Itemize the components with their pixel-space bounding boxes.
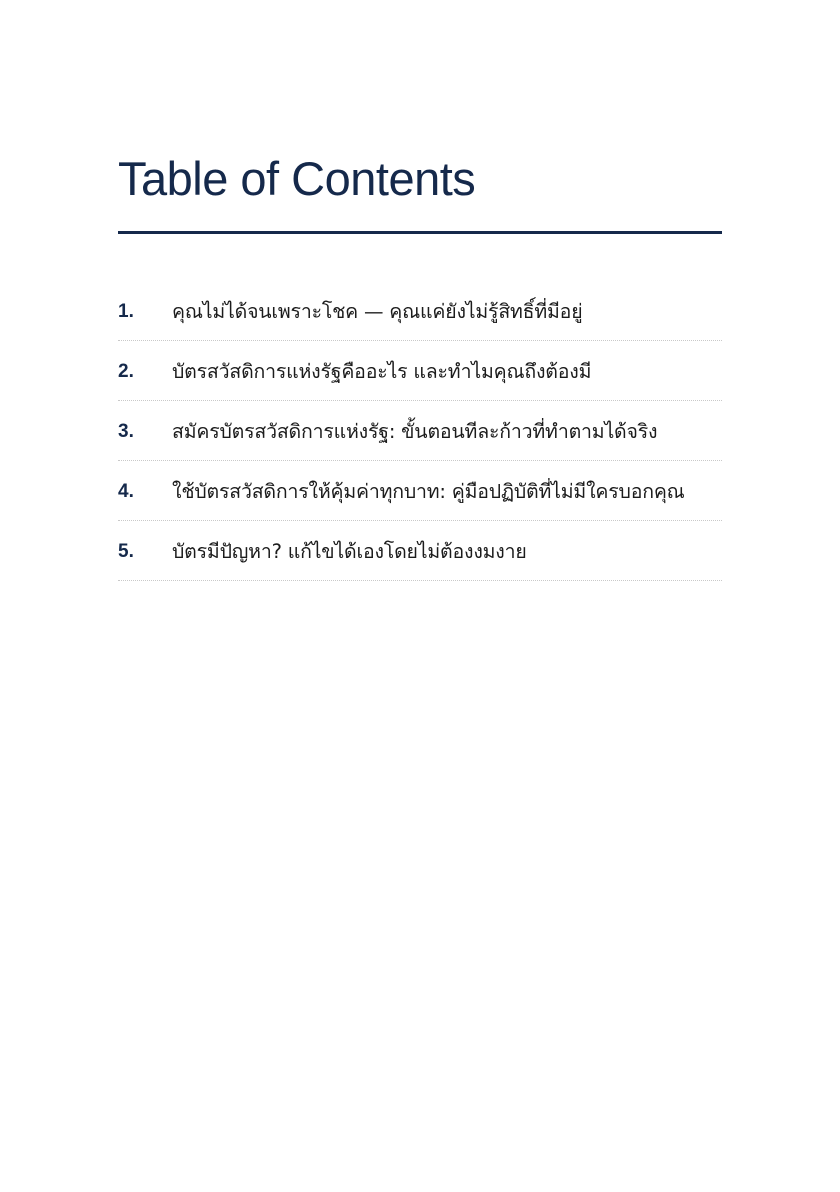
- table-of-contents: [118, 281, 722, 581]
- toc-entry-1[interactable]: [118, 281, 722, 341]
- toc-entry-title: คุณไม่ได้จนเพราะโชค — คุณแค่ยังไม่รู้สิทธิ์ที่มีอยู่: [172, 300, 583, 323]
- toc-entry-4[interactable]: [118, 461, 722, 521]
- toc-entry-number: 1.: [118, 300, 134, 322]
- title-divider: [118, 231, 722, 234]
- toc-entry-number: 3.: [118, 420, 134, 442]
- toc-entry-number: 5.: [118, 540, 134, 562]
- toc-entry-number: 2.: [118, 360, 134, 382]
- toc-entry-title: บัตรมีปัญหา? แก้ไขได้เองโดยไม่ต้องงมงาย: [172, 540, 527, 563]
- toc-entry-5[interactable]: [118, 521, 722, 581]
- page-title: Table of Contents: [118, 152, 476, 205]
- toc-entry-number: 4.: [118, 480, 134, 502]
- toc-entry-title: ใช้บัตรสวัสดิการให้คุ้มค่าทุกบาท: คู่มือปฏิบัติที่ไม่มีใครบอกคุณ: [172, 480, 685, 503]
- toc-entry-title: บัตรสวัสดิการแห่งรัฐคืออะไร และทำไมคุณถึงต้องมี: [172, 360, 592, 383]
- toc-entry-title: สมัครบัตรสวัสดิการแห่งรัฐ: ขั้นตอนทีละก้าวที่ทำตามได้จริง: [172, 420, 658, 443]
- toc-entry-2[interactable]: [118, 341, 722, 401]
- toc-entry-3[interactable]: [118, 401, 722, 461]
